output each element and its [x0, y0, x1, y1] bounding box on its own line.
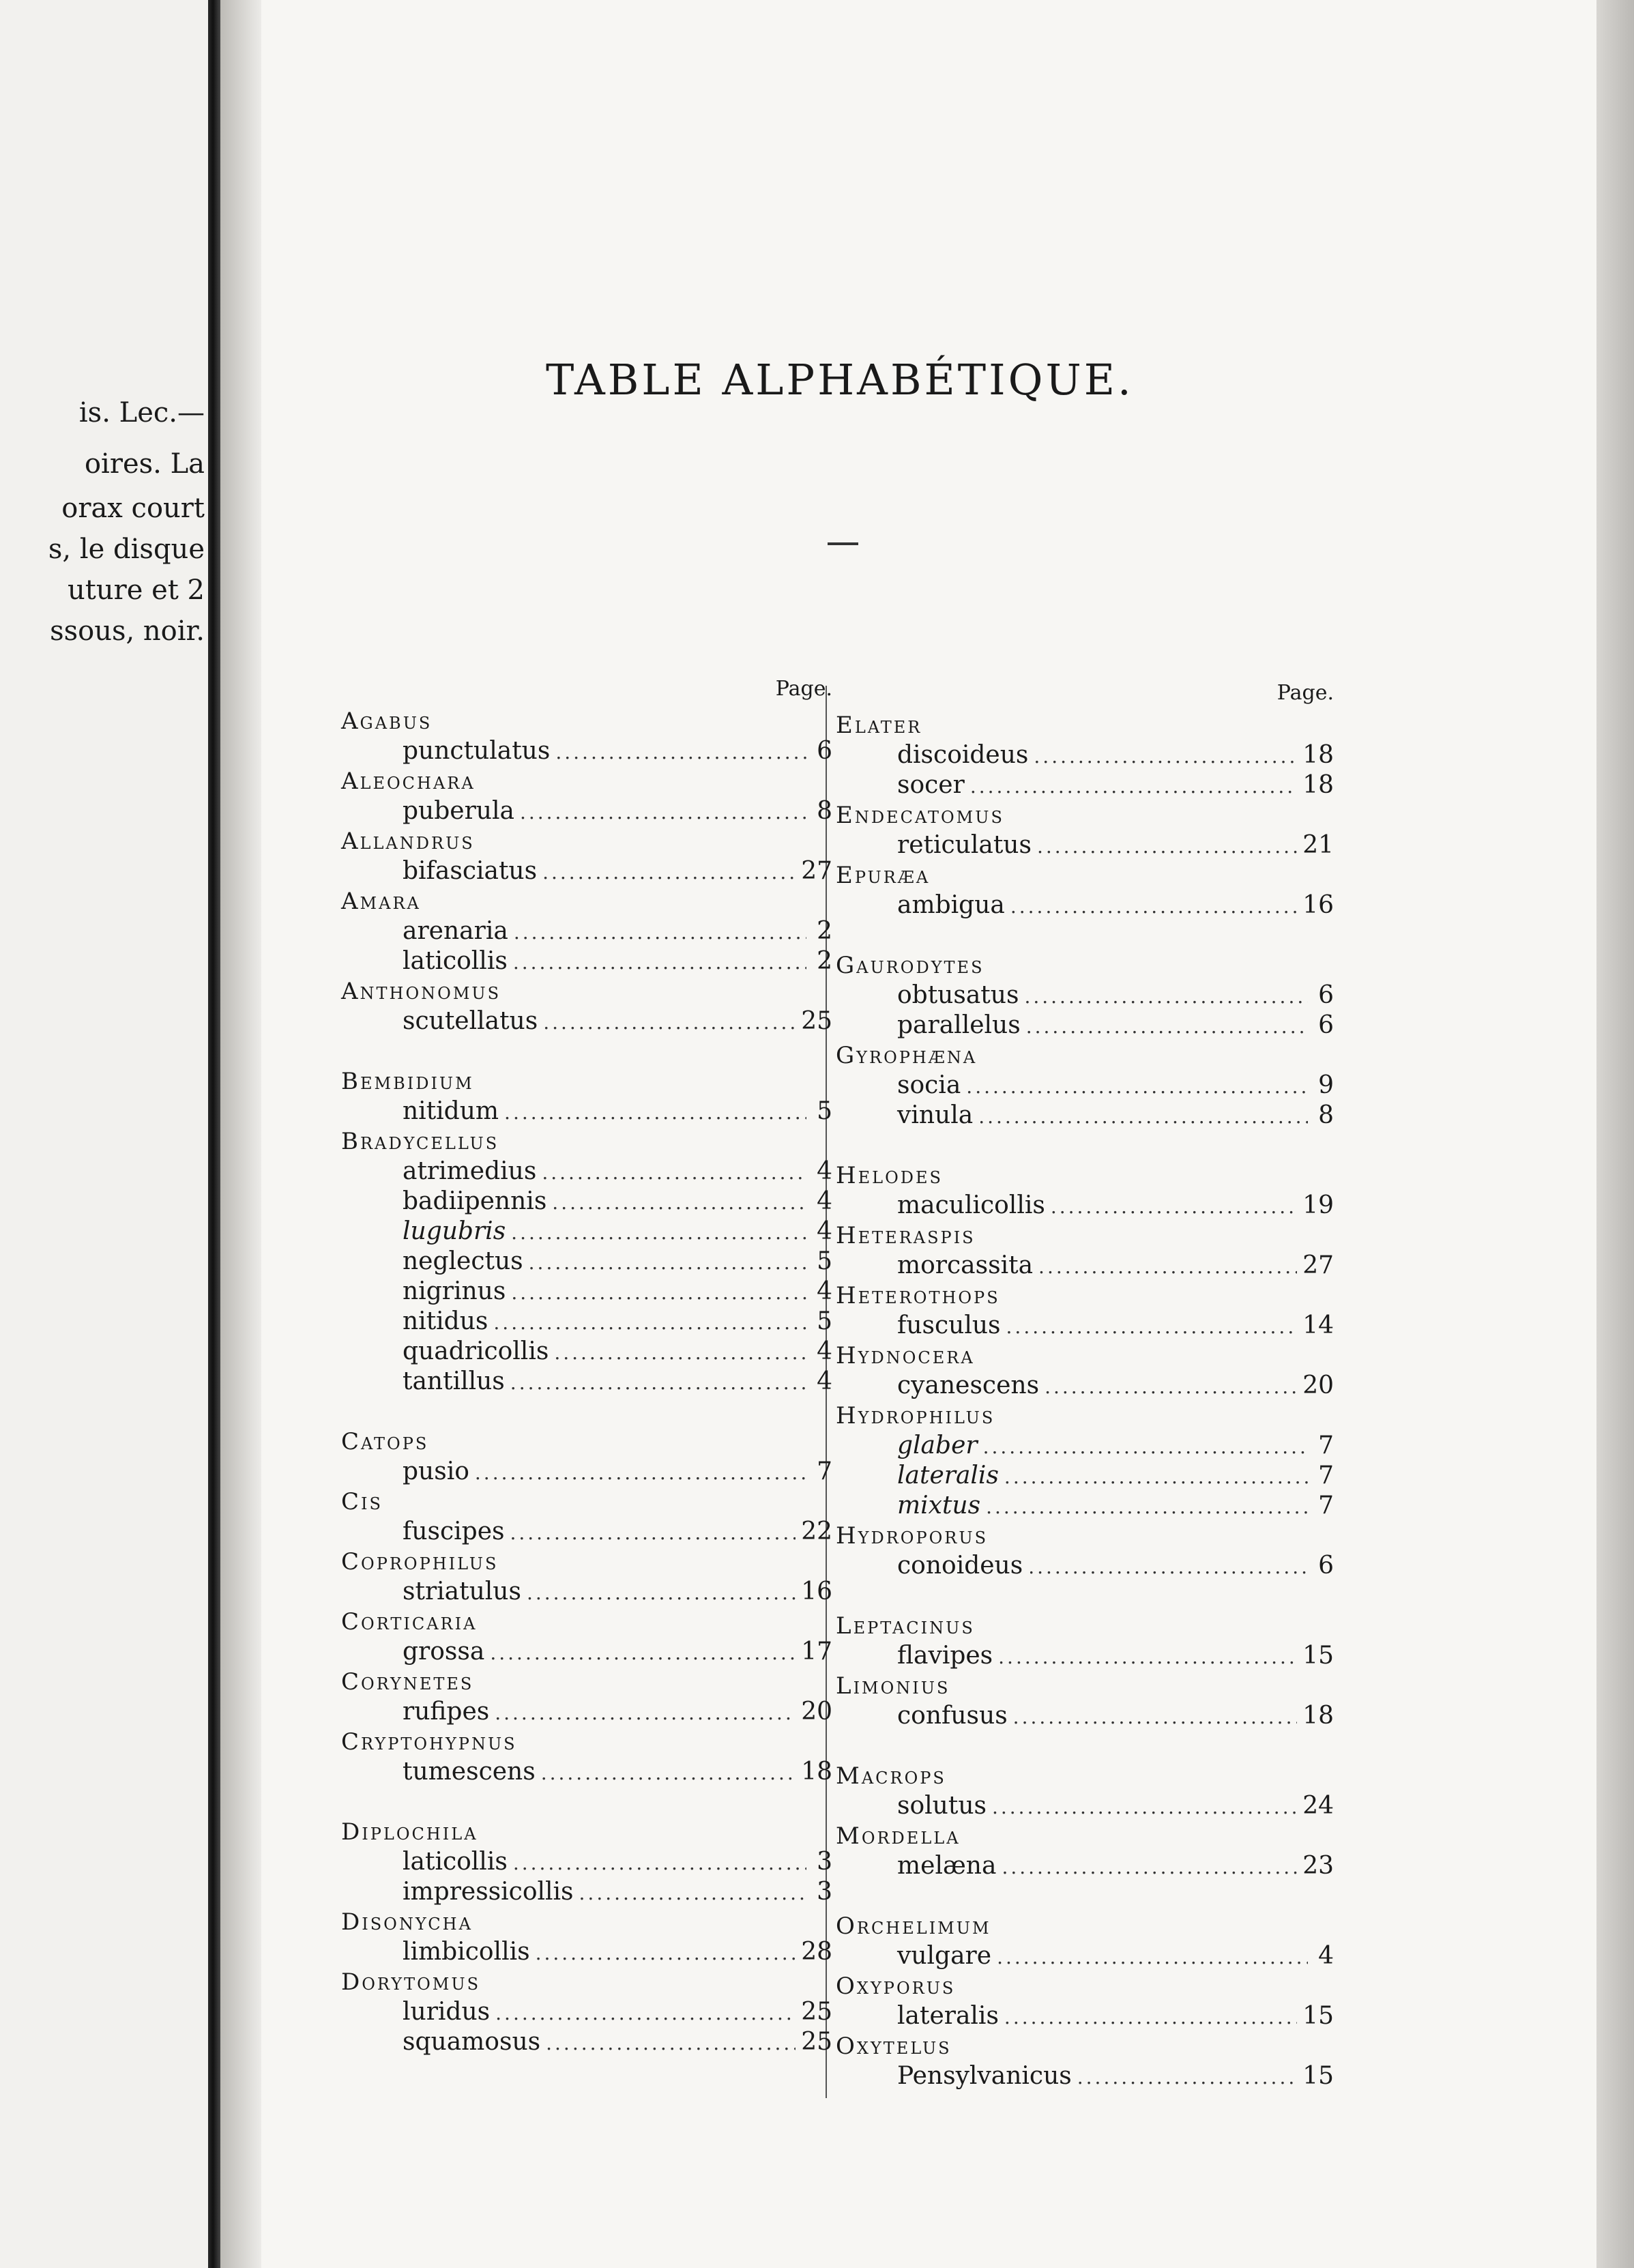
dot-leader: [1038, 1252, 1297, 1282]
index-entry: [341, 1337, 832, 1367]
index-entry: [836, 740, 1334, 770]
dot-leader: [997, 1943, 1308, 1973]
dot-leader: [543, 1008, 796, 1038]
index-entry: [341, 1877, 832, 1907]
page-number: 15: [1302, 1642, 1334, 1670]
page-number: 4: [817, 1367, 832, 1395]
genus-heading: Epuræa: [836, 862, 931, 889]
species-name: tantillus: [403, 1367, 505, 1395]
index-entry: [836, 1371, 1334, 1401]
index-entry: [836, 1701, 1334, 1731]
species-name: socer: [897, 771, 965, 799]
page-number: 28: [801, 1938, 832, 1966]
facing-page: [0, 0, 225, 2268]
index-entry: [836, 1101, 1334, 1131]
dot-leader: [546, 2029, 796, 2059]
dot-leader: [510, 1368, 806, 1398]
dot-leader: [514, 918, 806, 948]
genus-heading: Disonycha: [341, 1908, 473, 1936]
dot-leader: [554, 1338, 806, 1368]
page-number: 3: [817, 1878, 832, 1906]
species-name: fusculus: [897, 1311, 1001, 1339]
genus-heading: Orchelimum: [836, 1913, 991, 1940]
genus-heading: Amara: [341, 888, 421, 915]
index-entry: [836, 980, 1334, 1011]
page-number: 18: [801, 1758, 832, 1786]
dot-leader: [1045, 1372, 1297, 1402]
dot-leader: [542, 1158, 806, 1188]
index-column-left: [341, 679, 832, 2057]
page-number: 18: [1302, 1702, 1334, 1730]
dot-leader: [495, 1998, 796, 2029]
dot-leader: [1037, 832, 1297, 862]
index-entry: [836, 770, 1334, 800]
dot-leader: [1028, 1552, 1308, 1582]
facing-page-line: uture et 2: [67, 575, 205, 606]
page-number: 18: [1302, 771, 1334, 799]
species-name: nitidus: [403, 1307, 488, 1335]
genus-heading: Diplochila: [341, 1818, 478, 1846]
genus-heading: Corticaria: [341, 1608, 478, 1635]
species-name: fuscipes: [403, 1517, 505, 1545]
index-entry: [836, 1191, 1334, 1221]
index-entry: [341, 1937, 832, 1967]
page-number: 23: [1302, 1852, 1334, 1880]
dot-leader: [1013, 1702, 1298, 1732]
index-column-right: [836, 679, 1334, 2091]
dot-leader: [998, 1642, 1297, 1672]
facing-page-line: oires. La: [84, 448, 205, 480]
species-name: punctulatus: [403, 737, 551, 765]
index-entry: [836, 1641, 1334, 1671]
page-number: 9: [1318, 1071, 1334, 1099]
genus-heading: Dorytomus: [341, 1968, 481, 1996]
index-entry: [836, 1461, 1334, 1491]
index-entry: [341, 856, 832, 886]
index-entry: [341, 1006, 832, 1036]
index-entry: [836, 1251, 1334, 1281]
genus-heading: Corynetes: [341, 1668, 474, 1696]
genus-heading: Cis: [341, 1488, 383, 1515]
page-number: 16: [801, 1578, 832, 1605]
index-entry: [341, 1517, 832, 1547]
species-name: discoideus: [897, 741, 1029, 769]
index-entry: [836, 1551, 1334, 1581]
species-name: pusio: [403, 1457, 469, 1485]
page-number: 5: [817, 1307, 832, 1335]
dot-leader: [513, 1848, 806, 1878]
genus-heading: Oxytelus: [836, 2033, 952, 2060]
species-name: arenaria: [403, 917, 508, 945]
section-gap: [341, 1787, 832, 1817]
dot-leader: [1051, 1192, 1297, 1222]
index-entry: [341, 1157, 832, 1187]
genus-heading: Anthonomus: [341, 978, 501, 1005]
index-entry: [341, 916, 832, 946]
genus-heading: Cryptohypnus: [341, 1728, 517, 1756]
dot-leader: [1024, 982, 1308, 1012]
page-number: 24: [1302, 1792, 1334, 1820]
page-number: 8: [1318, 1101, 1334, 1129]
genus-heading: Bradycellus: [341, 1128, 499, 1155]
index-entry: [836, 2001, 1334, 2031]
page-number: 4: [817, 1217, 832, 1245]
index-entry: [341, 1187, 832, 1217]
index-entry: [341, 1847, 832, 1877]
page-number: 17: [801, 1638, 832, 1666]
page-number: 25: [801, 1998, 832, 2026]
page-number: 4: [817, 1277, 832, 1305]
page-number: 4: [817, 1157, 832, 1185]
dot-leader: [983, 1432, 1308, 1462]
genus-heading: Leptacinus: [836, 1612, 975, 1640]
index-entry: [836, 830, 1334, 860]
facing-page-line: is. Lec.—: [78, 397, 205, 428]
page-number: 5: [817, 1097, 832, 1125]
species-name: maculicollis: [897, 1191, 1045, 1219]
book-spine: [208, 0, 220, 2268]
index-entry: [341, 1277, 832, 1307]
genus-heading: Hydnocera: [836, 1342, 975, 1369]
dot-leader: [475, 1458, 806, 1488]
facing-page-line: ssous, noir.: [50, 615, 205, 647]
species-name: flavipes: [897, 1642, 993, 1670]
dot-leader: [520, 798, 806, 828]
genus-heading: Macrops: [836, 1762, 946, 1790]
genus-heading: Limonius: [836, 1672, 950, 1700]
dot-leader: [1006, 1312, 1298, 1342]
genus-heading: Helodes: [836, 1162, 943, 1189]
dot-leader: [986, 1492, 1308, 1522]
index-rows: [836, 710, 1334, 2091]
index-entry: [341, 1457, 832, 1487]
genus-heading: Catops: [341, 1428, 429, 1455]
species-name: lateralis: [897, 2002, 999, 2030]
page-number: 25: [801, 1007, 832, 1035]
page-number: 27: [1302, 1251, 1334, 1279]
page-number: 4: [1318, 1942, 1334, 1970]
page-number: 14: [1302, 1311, 1334, 1339]
dot-leader: [527, 1578, 796, 1608]
species-name: scutellatus: [403, 1007, 538, 1035]
dot-leader: [552, 1188, 806, 1218]
species-name: badiipennis: [403, 1187, 547, 1215]
section-gap: [836, 1881, 1334, 1911]
page-column-header: Page.: [1276, 681, 1334, 705]
dot-leader: [493, 1308, 806, 1338]
page-title: TABLE ALPHABÉTIQUE.: [546, 355, 1134, 405]
species-name: lateralis: [897, 1462, 999, 1489]
page-number: 4: [817, 1337, 832, 1365]
page-number: 27: [801, 857, 832, 885]
page-number: 19: [1302, 1191, 1334, 1219]
page-number: 2: [817, 947, 832, 975]
species-name: confusus: [897, 1702, 1008, 1730]
index-entry: [836, 1791, 1334, 1821]
facing-page-line: s, le disque: [48, 534, 205, 565]
page-column-header: Page.: [775, 677, 832, 701]
page-number: 3: [817, 1848, 832, 1876]
dot-leader: [978, 1102, 1308, 1132]
index-entry: [836, 1941, 1334, 1971]
species-name: limbicollis: [403, 1938, 530, 1966]
dot-leader: [579, 1878, 806, 1908]
genus-heading: Elater: [836, 712, 922, 739]
dot-leader: [511, 1278, 806, 1308]
page-number: 15: [1302, 2002, 1334, 2030]
index-entry: [341, 1997, 832, 2027]
species-name: mixtus: [897, 1492, 981, 1520]
index-rows: [341, 706, 832, 2057]
dot-leader: [513, 948, 806, 978]
dot-leader: [555, 738, 806, 768]
page-number: 7: [1318, 1462, 1334, 1489]
dot-leader: [1034, 742, 1297, 772]
dot-leader: [495, 1698, 796, 1728]
dot-leader: [536, 1938, 796, 1968]
species-name: tumescens: [403, 1758, 536, 1786]
genus-heading: Allandrus: [341, 828, 475, 855]
species-name: quadricollis: [403, 1337, 549, 1365]
species-name: neglectus: [403, 1247, 523, 1275]
species-name: vinula: [897, 1101, 974, 1129]
index-entry: [341, 796, 832, 826]
species-name: ambigua: [897, 891, 1005, 919]
index-entry: [341, 1577, 832, 1607]
species-name: impressicollis: [403, 1878, 574, 1906]
species-name: squamosus: [403, 2028, 541, 2056]
page-number: 2: [817, 917, 832, 945]
section-gap: [836, 920, 1334, 950]
dot-leader: [504, 1098, 806, 1128]
page-number: 6: [1318, 1011, 1334, 1039]
species-name: nigrinus: [403, 1277, 506, 1305]
dot-leader: [1004, 2003, 1297, 2033]
species-name: Pensylvanicus: [897, 2062, 1072, 2090]
index-entry: [341, 1367, 832, 1397]
species-name: puberula: [403, 797, 514, 825]
index-entry: [341, 1637, 832, 1667]
genus-heading: Coprophilus: [341, 1548, 499, 1575]
genus-heading: Bembidium: [341, 1068, 474, 1095]
genus-heading: Gyrophæna: [836, 1042, 978, 1069]
index-entry: [341, 1096, 832, 1126]
page-number: 5: [817, 1247, 832, 1275]
page-number: 21: [1302, 831, 1334, 859]
dot-leader: [542, 858, 796, 888]
species-name: laticollis: [403, 947, 508, 975]
species-name: morcassita: [897, 1251, 1034, 1279]
index-entry: [836, 1311, 1334, 1341]
species-name: bifasciatus: [403, 857, 538, 885]
page-number: 16: [1302, 891, 1334, 919]
index-entry: [836, 890, 1334, 920]
species-name: atrimedius: [403, 1157, 537, 1185]
species-name: glaber: [897, 1431, 978, 1459]
page-number: 20: [801, 1698, 832, 1726]
page-number: 8: [817, 797, 832, 825]
species-name: obtusatus: [897, 981, 1019, 1009]
section-gap: [341, 1036, 832, 1066]
index-entry: [341, 1307, 832, 1337]
species-name: cyanescens: [897, 1371, 1040, 1399]
index-entry: [341, 736, 832, 766]
index-entry: [341, 1757, 832, 1787]
genus-heading: Oxyporus: [836, 1973, 956, 2000]
index-entry: [341, 1697, 832, 1727]
dot-leader: [510, 1518, 796, 1548]
species-name: striatulus: [403, 1578, 521, 1605]
species-name: melæna: [897, 1852, 997, 1880]
index-entry: [836, 1011, 1334, 1041]
species-name: solutus: [897, 1792, 987, 1820]
page-number: 6: [1318, 1552, 1334, 1580]
species-name: reticulatus: [897, 831, 1032, 859]
page-number: 20: [1302, 1371, 1334, 1399]
page-number: 7: [1318, 1492, 1334, 1520]
dot-leader: [1004, 1462, 1308, 1492]
page-number: 25: [801, 2028, 832, 2056]
species-name: luridus: [403, 1998, 491, 2026]
index-entry: [836, 1431, 1334, 1461]
dot-leader: [541, 1758, 796, 1788]
page-number: 6: [1318, 981, 1334, 1009]
species-name: grossa: [403, 1638, 485, 1666]
dot-leader: [992, 1792, 1297, 1822]
index-entry: [341, 1217, 832, 1247]
species-name: nitidum: [403, 1097, 499, 1125]
dot-leader: [1002, 1852, 1297, 1882]
genus-heading: Aleochara: [341, 768, 476, 795]
genus-heading: Heterothops: [836, 1282, 1000, 1309]
page-number: 7: [1318, 1431, 1334, 1459]
page-number: 7: [817, 1457, 832, 1485]
species-name: socia: [897, 1071, 961, 1099]
index-entry: [836, 1851, 1334, 1881]
index-entry: [341, 2027, 832, 2057]
section-gap: [836, 1581, 1334, 1611]
species-name: parallelus: [897, 1011, 1021, 1039]
index-entry: [341, 946, 832, 976]
index-entry: [341, 1247, 832, 1277]
dot-leader: [511, 1218, 806, 1248]
page-number: 4: [817, 1187, 832, 1215]
species-name: vulgare: [897, 1942, 992, 1970]
genus-heading: Hydroporus: [836, 1522, 989, 1550]
genus-heading: Hydrophilus: [836, 1402, 995, 1429]
section-gap: [836, 1131, 1334, 1161]
species-name: lugubris: [403, 1217, 506, 1245]
dot-leader: [1026, 1012, 1308, 1042]
genus-heading: Endecatomus: [836, 802, 1004, 829]
page-number: 22: [801, 1517, 832, 1545]
index-entry: [836, 1071, 1334, 1101]
genus-heading: Agabus: [341, 708, 433, 735]
title-rule: [828, 542, 858, 545]
page-number: 18: [1302, 741, 1334, 769]
facing-page-line: orax court: [61, 493, 205, 524]
page-edge: [1596, 0, 1634, 2268]
dot-leader: [966, 1072, 1308, 1102]
species-name: rufipes: [403, 1698, 490, 1726]
index-entry: [836, 1491, 1334, 1521]
page-number: 6: [817, 737, 832, 765]
genus-heading: Heteraspis: [836, 1222, 976, 1249]
dot-leader: [490, 1638, 796, 1668]
genus-heading: Mordella: [836, 1822, 961, 1850]
index-entry: [836, 2061, 1334, 2091]
dot-leader: [529, 1248, 806, 1278]
species-name: conoideus: [897, 1552, 1023, 1580]
section-gap: [836, 1731, 1334, 1761]
genus-heading: Gaurodytes: [836, 952, 984, 979]
gutter-shadow: [220, 0, 261, 2268]
species-name: laticollis: [403, 1848, 508, 1876]
dot-leader: [1077, 2063, 1297, 2093]
page-number: 15: [1302, 2062, 1334, 2090]
dot-leader: [970, 772, 1297, 802]
section-gap: [341, 1397, 832, 1427]
dot-leader: [1010, 892, 1297, 922]
